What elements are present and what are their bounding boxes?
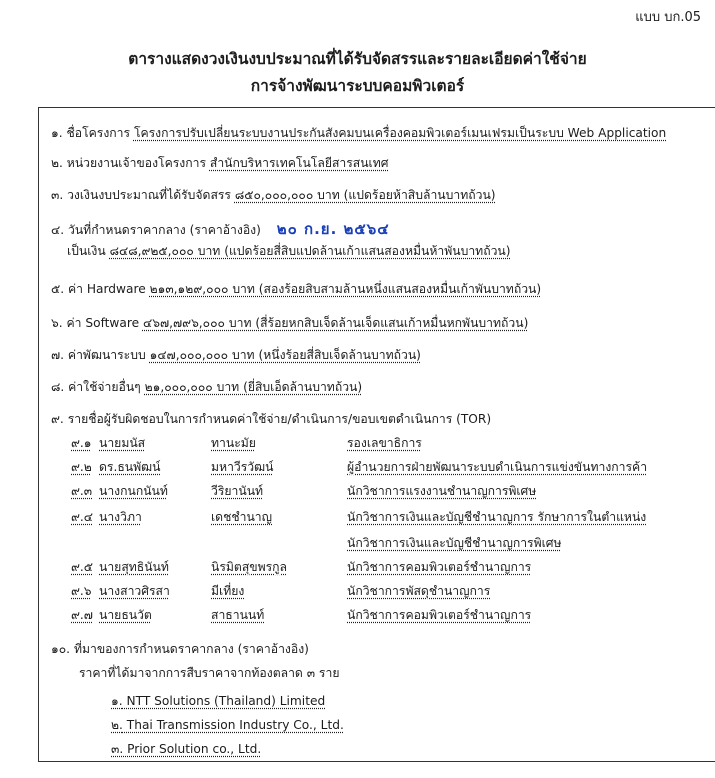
committee-first-name: ดร.ธนพัฒน์ (99, 460, 161, 474)
vendor-no: ๒. (111, 718, 123, 732)
form-code: แบบ บก.05 (635, 10, 701, 25)
committee-row (71, 558, 711, 576)
committee-row-continued (71, 534, 711, 552)
committee-no: ๙.๕ (71, 560, 94, 574)
item-number: ๔. (51, 223, 65, 237)
item-project-name (51, 124, 666, 142)
committee-row (71, 458, 711, 476)
committee-no: ๙.๑ (71, 436, 92, 450)
committee-row (71, 606, 711, 624)
committee-last-name: เดชชำนาญ (211, 510, 273, 524)
committee-no: ๙.๔ (71, 510, 94, 524)
item-value: สำนักบริหารเทคโนโลยีสารสนเทศ (209, 156, 389, 170)
item-label: ราคาที่ได้มาจากการสืบราคาจากท้องตลาด ๓ ราย (79, 666, 340, 680)
committee-position: นักวิชาการพัสดุชำนาญการ (347, 584, 491, 598)
committee-row (71, 434, 711, 452)
committee-last-name: มหาวีรวัฒน์ (211, 460, 274, 474)
item-label: รายชื่อผู้รับผิดชอบในการกำหนดค่าใช้จ่าย/ดำเนินการ/ขอบเขตดำเนินการ (TOR) (67, 412, 492, 426)
vendor-name: NTT Solutions (Thailand) Limited (126, 694, 326, 708)
item-owner-agency (51, 154, 389, 172)
committee-position: รองเลขาธิการ (347, 436, 422, 450)
price-source-note (79, 664, 339, 682)
item-hardware (51, 280, 541, 298)
item-number: ๕. (51, 282, 65, 296)
item-value: ๘๔๘,๙๒๕,๐๐๐ บาท (แปดร้อยสี่สิบแปดล้านเก้าแสนสองหมื่นห้าพันบาทถ้วน) (109, 244, 511, 258)
committee-no: ๙.๗ (71, 608, 93, 622)
item-value: ๔๖๗,๗๙๖,๐๐๐ บาท (สี่ร้อยหกสิบเจ็ดล้านเจ็ดแสนเก้าหมื่นหกพันบาทถ้วน) (142, 316, 529, 330)
item-label: หน่วยงานเจ้าของโครงการ (66, 156, 206, 170)
committee-first-name: นายธนวัต (99, 608, 152, 622)
page-title: ตารางแสดงวงเงินงบประมาณที่ได้รับจัดสรรและรายละเอียดค่าใช้จ่าย (128, 50, 587, 68)
committee-last-name: มีเที่ยง (211, 584, 245, 598)
vendor-name: Thai Transmission Industry Co., Ltd. (126, 718, 344, 732)
item-value: ๑๔๗,๐๐๐,๐๐๐ บาท (หนึ่งร้อยสี่สิบเจ็ดล้านบาทถ้วน) (149, 348, 421, 362)
item-label: ค่า Software (66, 316, 140, 330)
committee-row (71, 582, 711, 600)
committee-last-name: นิรมิตสุขพรกูล (211, 560, 288, 574)
item-budget (51, 186, 496, 204)
vendor-name: Prior Solution co., Ltd. (127, 742, 262, 756)
committee-no: ๙.๖ (71, 584, 92, 598)
committee-first-name: นายมนัส (99, 436, 146, 450)
item-number: ๗. (51, 348, 65, 362)
item-label: ค่า Hardware (67, 282, 146, 296)
item-other-expenses (51, 378, 362, 396)
committee-first-name: นายสุทธินันท์ (99, 560, 169, 574)
item-number: ๒. (51, 156, 63, 170)
committee-position: ผู้อำนวยการฝ่ายพัฒนาระบบดำเนินการแข่งขันทางการค้า (347, 460, 648, 474)
item-number: ๓. (51, 188, 64, 202)
item-number: ๑. (51, 126, 63, 140)
committee-no: ๙.๓ (71, 484, 93, 498)
committee-last-name: วีริยานันท์ (211, 484, 264, 498)
vendor-item (111, 740, 261, 759)
item-value: ๒๑๓,๑๒๙,๐๐๐ บาท (สองร้อยสิบสามล้านหนึ่งแสนสองหมื่นเก้าพันบาทถ้วน) (149, 282, 542, 296)
vendor-no: ๓. (111, 742, 124, 756)
item-number: ๙. (51, 412, 64, 426)
item-label: ชื่อโครงการ (66, 126, 131, 140)
details-box (38, 107, 715, 762)
item-label: วันที่กำหนดราคากลาง (ราคาอ้างอิง) (67, 223, 261, 237)
item-value: ๘๕๐,๐๐๐,๐๐๐ บาท (แปดร้อยห้าสิบล้านบาทถ้วน) (234, 188, 496, 202)
committee-position: นักวิชาการเงินและบัญชีชำนาญการพิเศษ (347, 536, 562, 550)
item-label: วงเงินงบประมาณที่ได้รับจัดสรร (67, 188, 231, 202)
committee-last-name: ทานะมัย (211, 436, 256, 450)
committee-position: นักวิชาการเงินและบัญชีชำนาญการ รักษาการในตำแหน่ง (347, 510, 647, 524)
vendor-item (111, 692, 325, 711)
committee-position: นักวิชาการแรงงานชำนาญการพิเศษ (347, 484, 537, 498)
item-responsible-persons (51, 410, 491, 428)
item-value: โครงการปรับเปลี่ยนระบบงานประกันสังคมบนเครื่องคอมพิวเตอร์เมนเฟรมเป็นระบบ Web Application (133, 126, 667, 140)
item-number: ๖. (51, 316, 63, 330)
item-software (51, 314, 528, 332)
item-label: ที่มาของการกำหนดราคากลาง (ราคาอ้างอิง) (73, 642, 309, 656)
page-subtitle: การจ้างพัฒนาระบบคอมพิวเตอร์ (250, 77, 465, 95)
item-reference-date (51, 220, 390, 239)
vendor-item (111, 716, 344, 735)
item-number: ๑๐. (51, 642, 71, 656)
committee-no: ๙.๒ (71, 460, 92, 474)
committee-first-name: นางวิภา (99, 510, 142, 524)
item-label: ค่าพัฒนาระบบ (67, 348, 146, 362)
item-value: ๒๑,๐๐๐,๐๐๐ บาท (ยี่สิบเอ็ดล้านบาทถ้วน) (144, 380, 363, 394)
item-label: เป็นเงิน (67, 244, 106, 258)
committee-last-name: สาธานนท์ (211, 608, 265, 622)
handwritten-date: ๒๐ ก.ย. ๒๕๖๔ (276, 220, 390, 238)
item-reference-amount (67, 242, 511, 260)
item-number: ๘. (51, 380, 65, 394)
committee-first-name: นางสาวศิรสา (99, 584, 170, 598)
item-label: ค่าใช้จ่ายอื่นๆ (68, 380, 141, 394)
item-development (51, 346, 421, 364)
committee-position: นักวิชาการคอมพิวเตอร์ชำนาญการ (347, 608, 532, 622)
committee-position: นักวิชาการคอมพิวเตอร์ชำนาญการ (347, 560, 532, 574)
vendor-no: ๑. (111, 694, 123, 708)
committee-first-name: นางกนกนันท์ (99, 484, 168, 498)
committee-row (71, 508, 711, 526)
item-price-source (51, 640, 309, 658)
committee-row (71, 482, 711, 500)
